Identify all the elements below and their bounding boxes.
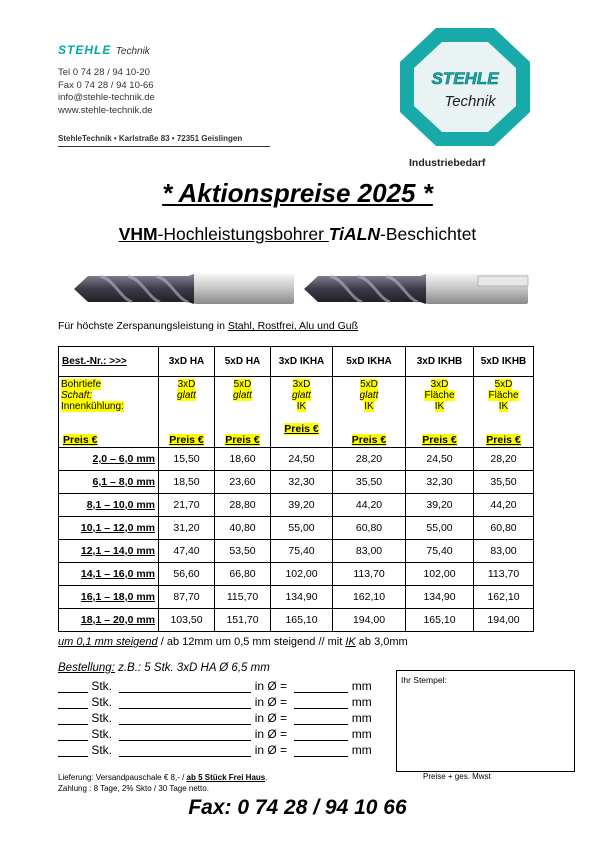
price-cell: 15,50	[159, 448, 215, 471]
price-cell: 47,40	[159, 540, 215, 563]
diameter-label: in Ø =	[254, 679, 288, 693]
mm-label: mm	[351, 695, 372, 709]
mm-label: mm	[351, 679, 372, 693]
price-table	[58, 346, 534, 632]
header-col: 5xD HA	[215, 347, 271, 377]
price-cell: 102,00	[406, 563, 474, 586]
header-col: 3xD IKHB	[406, 347, 474, 377]
desc-cooling: IK	[434, 401, 445, 412]
size-range-cell: 12,1 – 14,0 mm	[59, 540, 159, 563]
logo-text-stehle: STEHLE	[431, 69, 499, 88]
price-cell: 87,70	[159, 586, 215, 609]
table-row	[59, 471, 534, 494]
address-line: StehleTechnik • Karlstraße 83 • 72351 Geislingen	[58, 134, 243, 143]
price-rows	[59, 448, 534, 632]
lead-text-intro: Für höchste Zerspanungsleistung in	[58, 320, 228, 332]
price-cell: 103,50	[159, 609, 215, 632]
desc-depth: 3xD	[430, 379, 449, 390]
price-cell: 55,00	[406, 517, 474, 540]
footer-delivery	[58, 772, 267, 783]
size-range-cell: 18,1 – 20,0 mm	[59, 609, 159, 632]
diameter-label: in Ø =	[254, 743, 288, 757]
order-line	[58, 727, 372, 741]
footer-delivery-text: Lieferung: Versandpauschale € 8,- /	[58, 773, 187, 782]
note-ik: IK	[345, 636, 356, 648]
order-title: Bestellung:	[58, 662, 115, 674]
article-field[interactable]	[119, 696, 251, 709]
desc-cooling: IK	[498, 401, 509, 412]
diameter-field[interactable]	[294, 680, 348, 693]
price-cell: 134,90	[271, 586, 333, 609]
desc-depth: 5xD	[360, 379, 378, 390]
size-range-cell: 14,1 – 16,0 mm	[59, 563, 159, 586]
diameter-field[interactable]	[294, 696, 348, 709]
page-title: * Aktionspreise 2025 *	[162, 178, 433, 208]
table-row	[59, 494, 534, 517]
table-row	[59, 609, 534, 632]
small-logo	[58, 43, 150, 57]
price-cell: 32,30	[406, 471, 474, 494]
subtitle-coating: -Beschichtet	[380, 224, 477, 244]
diameter-field[interactable]	[294, 744, 348, 757]
price-cell: 56,60	[159, 563, 215, 586]
desc-cell	[406, 377, 474, 448]
company-logo	[398, 26, 532, 148]
price-cell: 39,20	[406, 494, 474, 517]
header-col: 3xD IKHA	[271, 347, 333, 377]
header-col: 3xD HA	[159, 347, 215, 377]
size-range-cell: 6,1 – 8,0 mm	[59, 471, 159, 494]
qty-field[interactable]	[58, 680, 88, 693]
price-cell: 53,50	[215, 540, 271, 563]
price-cell: 194,00	[333, 609, 406, 632]
fax-number: Fax: 0 74 28 / 94 10 66	[188, 796, 407, 819]
stk-label: Stk.	[91, 679, 113, 693]
table-row	[59, 448, 534, 471]
qty-field[interactable]	[58, 728, 88, 741]
increment-note	[58, 636, 408, 648]
industriebedarf-label: Industriebedarf	[409, 157, 486, 169]
price-cell: 102,00	[271, 563, 333, 586]
qty-field[interactable]	[58, 712, 88, 725]
diameter-label: in Ø =	[254, 727, 288, 741]
price-cell: 115,70	[215, 586, 271, 609]
price-cell: 39,20	[271, 494, 333, 517]
stamp-label: Ihr Stempel:	[401, 675, 447, 685]
desc-cooling: IK	[296, 401, 307, 412]
stk-label: Stk.	[91, 695, 113, 709]
desc-shank: glatt	[359, 390, 379, 401]
subtitle-tialn: TiALN	[328, 224, 380, 244]
mm-label: mm	[351, 711, 372, 725]
qty-field[interactable]	[58, 744, 88, 757]
diameter-label: in Ø =	[254, 711, 288, 725]
article-field[interactable]	[119, 744, 251, 757]
price-cell: 23,60	[215, 471, 271, 494]
table-row	[59, 517, 534, 540]
footer-free-shipping: ab 5 Stück Frei Haus	[186, 773, 266, 782]
price-cell: 35,50	[333, 471, 406, 494]
desc-cooling: IK	[364, 401, 374, 412]
desc-depth: 3xD	[292, 379, 311, 390]
desc-shank: glatt	[177, 390, 196, 401]
mm-label: mm	[351, 727, 372, 741]
size-range-cell: 16,1 – 18,0 mm	[59, 586, 159, 609]
size-range-cell: 8,1 – 10,0 mm	[59, 494, 159, 517]
contact-website[interactable]: www.stehle-technik.de	[58, 104, 153, 116]
price-cell: 31,20	[159, 517, 215, 540]
desc-depth: 5xD	[233, 379, 252, 390]
price-cell: 162,10	[474, 586, 534, 609]
price-cell: 113,70	[474, 563, 534, 586]
desc-labels-cell	[59, 377, 159, 448]
order-line	[58, 695, 372, 709]
desc-label-bohrtiefe: Bohrtiefe	[61, 379, 102, 390]
desc-cell	[159, 377, 215, 448]
header-col: 5xD IKHB	[474, 347, 534, 377]
price-cell: 60,80	[474, 517, 534, 540]
price-cell: 32,30	[271, 471, 333, 494]
order-line	[58, 743, 372, 757]
price-label: Preis €	[422, 434, 457, 446]
price-cell: 44,20	[333, 494, 406, 517]
article-field[interactable]	[119, 728, 251, 741]
note-step: um 0,1 mm steigend	[58, 636, 158, 648]
desc-label-schaft: Schaft:	[61, 390, 93, 401]
article-field[interactable]	[119, 680, 251, 693]
footer-dot: .	[265, 773, 268, 782]
price-label: Preis €	[351, 434, 387, 446]
price-cell: 165,10	[271, 609, 333, 632]
logo-text-technik: Technik	[444, 93, 496, 110]
desc-depth: 5xD	[494, 379, 513, 390]
order-line	[58, 679, 372, 693]
small-logo-suffix: Technik	[115, 46, 150, 57]
price-cell: 55,00	[271, 517, 333, 540]
price-cell: 18,60	[215, 448, 271, 471]
desc-shank: glatt	[233, 390, 252, 401]
desc-depth: 3xD	[177, 379, 196, 390]
subtitle-vhm: VHM	[118, 224, 158, 244]
price-cell: 162,10	[333, 586, 406, 609]
header-best-nr: Best.-Nr.: >>>	[59, 347, 159, 377]
price-cell: 75,40	[271, 540, 333, 563]
small-logo-brand: STEHLE	[58, 43, 112, 57]
mm-label: mm	[351, 743, 372, 757]
stk-label: Stk.	[91, 743, 113, 757]
table-header-row	[59, 347, 534, 377]
header-col: 5xD IKHA	[333, 347, 406, 377]
lead-text-materials: Stahl, Rostfrei, Alu und Guß	[227, 320, 359, 332]
price-tax-note: Preise + ges. Mwst	[423, 772, 491, 781]
size-range-cell: 10,1 – 12,0 mm	[59, 517, 159, 540]
price-label: Preis €	[486, 434, 521, 446]
stamp-box[interactable]	[396, 670, 575, 772]
order-heading	[58, 662, 270, 674]
price-cell: 24,50	[271, 448, 333, 471]
price-cell: 151,70	[215, 609, 271, 632]
desc-cell	[271, 377, 333, 448]
price-cell: 165,10	[406, 609, 474, 632]
table-row	[59, 586, 534, 609]
price-label: Preis €	[169, 434, 204, 446]
desc-label-innenkuehlung: Innenkühlung:	[61, 401, 124, 412]
price-cell: 18,50	[159, 471, 215, 494]
price-cell: 44,20	[474, 494, 534, 517]
contact-block	[58, 67, 155, 117]
price-label: Preis €	[284, 423, 319, 435]
desc-shank: glatt	[292, 390, 311, 401]
note-end: ab 3,0mm	[355, 636, 408, 648]
price-label: Preis €	[63, 434, 98, 446]
price-cell: 24,50	[406, 448, 474, 471]
table-row	[59, 540, 534, 563]
footer-terms	[58, 772, 267, 794]
desc-cell	[215, 377, 271, 448]
price-cell: 28,20	[333, 448, 406, 471]
stk-label: Stk.	[91, 727, 113, 741]
article-field[interactable]	[119, 712, 251, 725]
footer-payment: Zahlung : 8 Tage, 2% Skto / 30 Tage netto.	[58, 784, 209, 793]
price-cell: 83,00	[474, 540, 534, 563]
contact-phone: Tel 0 74 28 / 94 10-20	[58, 67, 150, 78]
contact-email[interactable]: info@stehle-technik.de	[58, 92, 155, 103]
price-cell: 35,50	[474, 471, 534, 494]
price-cell: 83,00	[333, 540, 406, 563]
drill-image-left	[70, 268, 298, 310]
price-cell: 28,80	[215, 494, 271, 517]
price-cell: 21,70	[159, 494, 215, 517]
subtitle-main: -Hochleistungsbohrer	[157, 224, 329, 244]
price-cell: 113,70	[333, 563, 406, 586]
price-cell: 60,80	[333, 517, 406, 540]
contact-fax: Fax 0 74 28 / 94 10-66	[58, 79, 154, 91]
desc-cell	[474, 377, 534, 448]
page-subtitle	[0, 224, 595, 245]
drill-image-right	[300, 268, 532, 310]
price-label: Preis €	[225, 434, 260, 446]
address-divider	[58, 146, 270, 147]
size-range-cell: 2,0 – 6,0 mm	[59, 448, 159, 471]
price-cell: 134,90	[406, 586, 474, 609]
price-cell: 75,40	[406, 540, 474, 563]
stk-label: Stk.	[91, 711, 113, 725]
price-cell: 66,80	[215, 563, 271, 586]
desc-shank: Fläche	[488, 390, 519, 401]
order-example: z.B.: 5 Stk. 3xD HA Ø 6,5 mm	[114, 662, 270, 674]
diameter-field[interactable]	[294, 712, 348, 725]
note-mid: / ab 12mm um 0,5 mm steigend // mit	[157, 636, 346, 648]
desc-shank: Fläche	[424, 390, 455, 401]
diameter-field[interactable]	[294, 728, 348, 741]
order-line	[58, 711, 372, 725]
price-cell: 40,80	[215, 517, 271, 540]
lead-text	[58, 320, 358, 332]
table-description-row	[59, 377, 534, 448]
price-cell: 28,20	[474, 448, 534, 471]
diameter-label: in Ø =	[254, 695, 288, 709]
price-cell: 194,00	[474, 609, 534, 632]
qty-field[interactable]	[58, 696, 88, 709]
table-row	[59, 563, 534, 586]
desc-cell	[333, 377, 406, 448]
